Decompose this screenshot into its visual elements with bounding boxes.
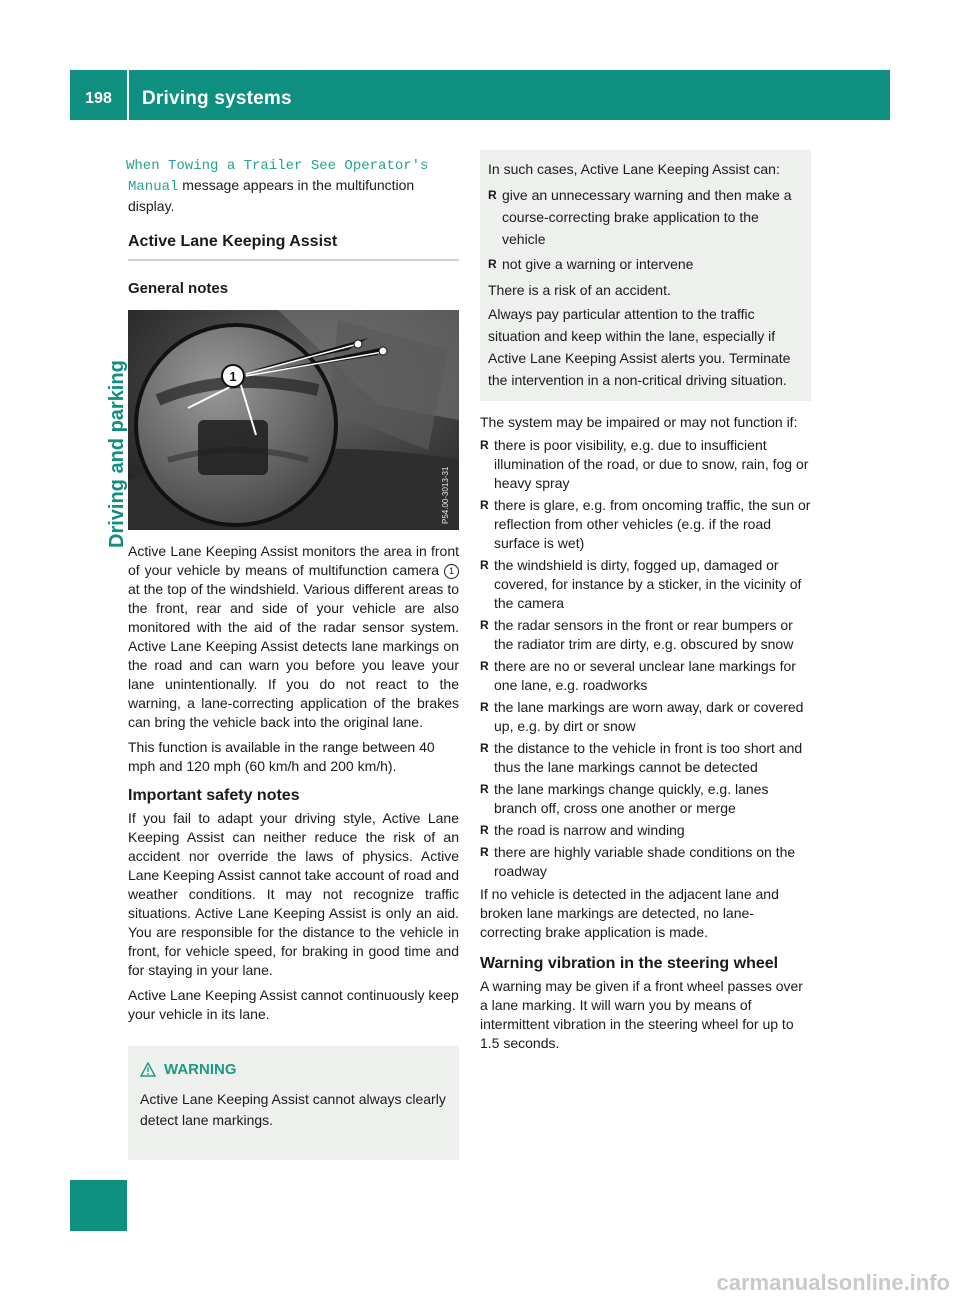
camera-callout-1: 1 [444, 564, 459, 579]
list-item-text: the lane markings are worn away, dark or covered up, e.g. by dirt or snow [494, 699, 804, 734]
general-notes-paragraph-1 [128, 542, 459, 732]
bullet-icon: R [480, 700, 489, 714]
list-item-text: the radar sensors in the front or rear bumpers or the radiator trim are dirty, e.g. obscured by snow [494, 617, 794, 652]
bullet-icon: R [480, 558, 489, 572]
list-item [480, 657, 811, 695]
warning-box [128, 1046, 459, 1160]
list-item-text: give an unnecessary warning and then make a course-correcting brake application to the vehicle [502, 187, 792, 247]
important-safety-paragraph-1: If you fail to adapt your driving style, Active Lane Keeping Assist can neither reduce the risk of an accident nor override the laws of physics. Active Lane Keeping Assist cannot take account of road and weather conditions. It may not recognize traffic situations. Active Lane Keeping Assist is only an aid. You are responsible for the distance to the vehicle in front, for vehicle speed, for braking in good time and for staying in your lane. [128, 810, 459, 978]
bullet-icon: R [480, 823, 489, 837]
list-item-text: the windshield is dirty, fogged up, damaged or covered, for instance by a sticker, in the vicinity of the camera [494, 557, 802, 611]
adjacent-lane-paragraph: If no vehicle is detected in the adjacent lane and broken lane markings are detected, no lane-correcting brake application is made. [480, 886, 779, 940]
list-item-text: not give a warning or intervene [502, 256, 694, 272]
section-title: Active Lane Keeping Assist [128, 233, 338, 250]
bullet-icon: R [488, 188, 497, 202]
display-message-code: When Towing a Trailer See Operator's [126, 158, 429, 174]
section-divider [128, 259, 459, 261]
warning-text: Active Lane Keeping Assist cannot always clearly detect lane markings. [140, 1091, 446, 1128]
list-item-text: there is glare, e.g. from oncoming traffic, the sun or reflection from other vehicles (e.g. if the road surface is wet) [494, 497, 811, 551]
general-notes-text-b: at the top of the windshield. Various different areas to the front, rear and side of your vehicle are also monitored with the aid of the radar sensor system. Active Lane Keeping Assist detects lane markings on the road and can warn you before you leave your lane unintentionally. If you do not react to the warning, a lane-correcting application of the brakes can bring the vehicle back into the original lane. [128, 581, 459, 730]
list-item [480, 556, 811, 613]
general-notes-title: General notes [128, 280, 229, 297]
important-safety-paragraph-2: Active Lane Keeping Assist cannot continuously keep your vehicle in its lane. [128, 987, 459, 1022]
bullet-icon: R [480, 782, 489, 796]
warning-triangle-icon [140, 1062, 156, 1077]
side-tab-marker [70, 1180, 127, 1231]
list-item [480, 843, 811, 881]
risk-box-intro: In such cases, Active Lane Keeping Assist can: [488, 161, 780, 177]
impaired-intro: The system may be impaired or may not function if: [480, 414, 798, 430]
risk-box-bullets [488, 184, 803, 275]
display-message-code-cont: Manual [128, 179, 179, 195]
list-item-text: there are no or several unclear lane markings for one lane, e.g. roadworks [494, 658, 796, 693]
page-number: 198 [70, 70, 129, 120]
left-column [128, 155, 459, 1160]
warning-title: WARNING [164, 1061, 237, 1078]
list-item [488, 253, 803, 275]
list-item-text: the lane markings change quickly, e.g. lanes branch off, cross one another or merge [494, 781, 769, 816]
right-column [480, 150, 811, 1059]
list-item [480, 821, 811, 840]
figure-callout-1: 1 [229, 369, 237, 384]
list-item [488, 184, 803, 250]
list-item [480, 436, 811, 493]
side-tab-label: Driving and parking [106, 360, 128, 548]
list-item-text: there are highly variable shade conditions on the roadway [494, 844, 796, 879]
list-item [480, 780, 811, 818]
intro-message [128, 155, 459, 216]
bullet-icon: R [480, 438, 489, 452]
chapter-title: Driving systems [142, 88, 292, 109]
bullet-icon: R [480, 741, 489, 755]
header-bar [70, 70, 890, 120]
risk-box [480, 150, 811, 401]
list-item-text: the distance to the vehicle in front is too short and thus the lane markings cannot be detected [494, 740, 803, 775]
bullet-icon: R [488, 257, 497, 271]
risk-box-p2: Always pay particular attention to the traffic situation and keep within the lane, especially if Active Lane Keeping Assist alerts you. Terminate the intervention in a non-critical driving situation. [488, 306, 791, 388]
bullet-icon: R [480, 618, 489, 632]
bullet-icon: R [480, 659, 489, 673]
bullet-icon: R [480, 498, 489, 512]
windshield-camera-figure [128, 310, 459, 530]
vibration-paragraph: A warning may be given if a front wheel passes over a lane marking. It will warn you by means of intermittent vibration in the steering wheel for up to 1.5 seconds. [480, 978, 803, 1051]
windshield-camera-illustration [128, 310, 459, 530]
warning-heading [140, 1060, 447, 1079]
list-item [480, 496, 811, 553]
intro-text: message appears in the multifunction [178, 177, 415, 193]
list-item [480, 698, 811, 736]
figure-code: P54.00-3013-31 [441, 466, 450, 524]
bullet-icon: R [480, 845, 489, 859]
vibration-title: Warning vibration in the steering wheel [480, 955, 779, 972]
general-notes-paragraph-2: This function is available in the range between 40 mph and 120 mph (60 km/h and 200 km/h). [128, 739, 435, 774]
important-safety-title: Important safety notes [128, 787, 300, 804]
risk-box-p1: There is a risk of an accident. [488, 282, 671, 298]
watermark: carmanualsonline.info [716, 1270, 950, 1295]
list-item-text: there is poor visibility, e.g. due to insufficient illumination of the road, or due to snow, rain, fog or heavy spray [494, 437, 809, 491]
intro-text-end: display. [128, 198, 175, 214]
list-item [480, 616, 811, 654]
list-item [480, 739, 811, 777]
impaired-bullets [480, 436, 811, 881]
list-item-text: the road is narrow and winding [494, 822, 685, 838]
general-notes-text-a: Active Lane Keeping Assist monitors the area in front of your vehicle by means of multifunction camera [128, 543, 459, 578]
